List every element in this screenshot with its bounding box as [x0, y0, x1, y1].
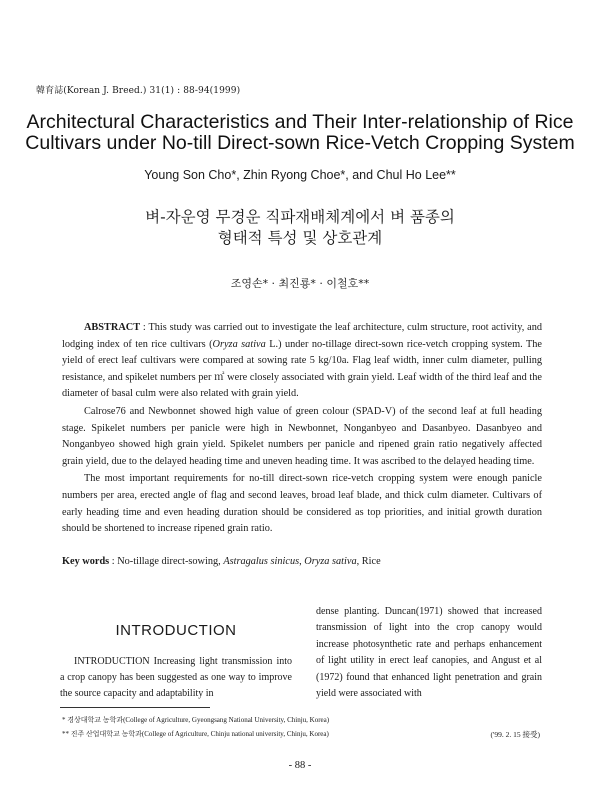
- footnote-1: * 경상대학교 농학과(College of Agriculture, Gyeongsang National University, Chinju, Korea): [62, 716, 330, 724]
- abstract: [62, 320, 542, 538]
- introduction-left-text: INTRODUCTION Increasing light transmission into a crop canopy has been suggested as one way to improve the source capacity and adaptability in: [60, 656, 292, 699]
- keywords-text-a: : No-tillage direct-sowing,: [109, 556, 224, 567]
- abstract-label: ABSTRACT: [84, 322, 141, 333]
- journal-citation: 韓育誌(Korean J. Breed.) 31(1) : 88-94(1999): [36, 86, 241, 96]
- english-authors: Young Son Cho*, Zhin Ryong Choe*, and Chul Ho Lee**: [144, 168, 456, 182]
- english-title-line-1: Architectural Characteristics and Their Inter-relationship of Rice: [26, 111, 574, 133]
- introduction-right-text: dense planting. Duncan(1971) showed that increased transmission of light into the crop canopy would increase photosynthetic rate and perhaps enhancement of light utility in erect leaf canopies, and Angust et al (1972) found that enhanced light penetration and grain yield were associated with: [316, 606, 542, 700]
- keywords: [62, 555, 542, 569]
- korean-title-line-2: 형태적 특성 및 상호관계: [217, 229, 383, 247]
- footnote-divider: [60, 707, 210, 708]
- abstract-paragraph-3: The most important requirements for no-till direct-sown rice-vetch cropping system were enough panicle numbers per area, erected angle of flag and second leaves, broad leaf blade, and thick culm diameter. Cultivars of early heading time and even heading duration should be considered as top priorities, and initial growth duration should be shortened to increase ripened grain ratio.: [62, 473, 542, 535]
- footnote-2: ** 진주 산업대학교 농학과(College of Agriculture, Chinju national university, Chinju, Korea): [62, 730, 329, 738]
- received-date: ('99. 2. 15 接受): [490, 730, 540, 739]
- keyword-astragalus: Astragalus sinicus: [223, 556, 300, 567]
- korean-title: [0, 207, 600, 249]
- korean-title-line-1: 벼-자운영 무경운 직파재배체계에서 벼 품종의: [145, 208, 455, 226]
- abstract-paragraph-1: [62, 320, 542, 403]
- abstract-p1-text-a: : This study was carried out to investigate the leaf architecture, culm structure, root activity, and lodging index of ten rice cultivars (: [62, 322, 542, 350]
- abstract-paragraph-2: Calrose76 and Newbonnet showed high value of green colour (SPAD-V) of the second leaf at full heading stage. Spikelet numbers per panicle were high in Newbonnet, Nonganbyeo and Dasanbyeo. Dasanbyeo and Nonganbyeo showed high grain yield. Spikelet numbers per panicle and ripened grain ratio negatively affected grain yield, due to the delayed heading time and uneven heading time. It was ascribed to the delayed heading time.: [62, 405, 542, 467]
- left-column: [60, 616, 292, 702]
- keywords-text-b: , Rice: [356, 556, 381, 567]
- keyword-oryza: Oryza sativa: [304, 556, 357, 567]
- keywords-label: Key words: [62, 556, 110, 567]
- page-number: - 88 -: [288, 760, 312, 771]
- korean-authors: 조영손* · 최진룡* · 이철호**: [230, 277, 370, 290]
- introduction-heading: INTRODUCTION: [115, 622, 237, 639]
- keywords-separator: ,: [299, 556, 305, 567]
- english-title: [0, 112, 600, 154]
- english-title-line-2: Cultivars under No-till Direct-sown Rice-Vetch Cropping System: [25, 132, 575, 154]
- abstract-species-name: Oryza sativa: [212, 338, 266, 350]
- abstract-p1-text-b: L.) under no-tillage direct-sown rice-vetch cropping system. The yield of erect leaf cultivars were compared at sowing rate 5 kg/10a. Flag leaf width, inner culm diameter, pulling resistance, and spikelet numbers per ㎡ were closely associated with grain yield. Leaf width of the third leaf and the diameter of basal culm were also related with grain yield.: [62, 338, 542, 400]
